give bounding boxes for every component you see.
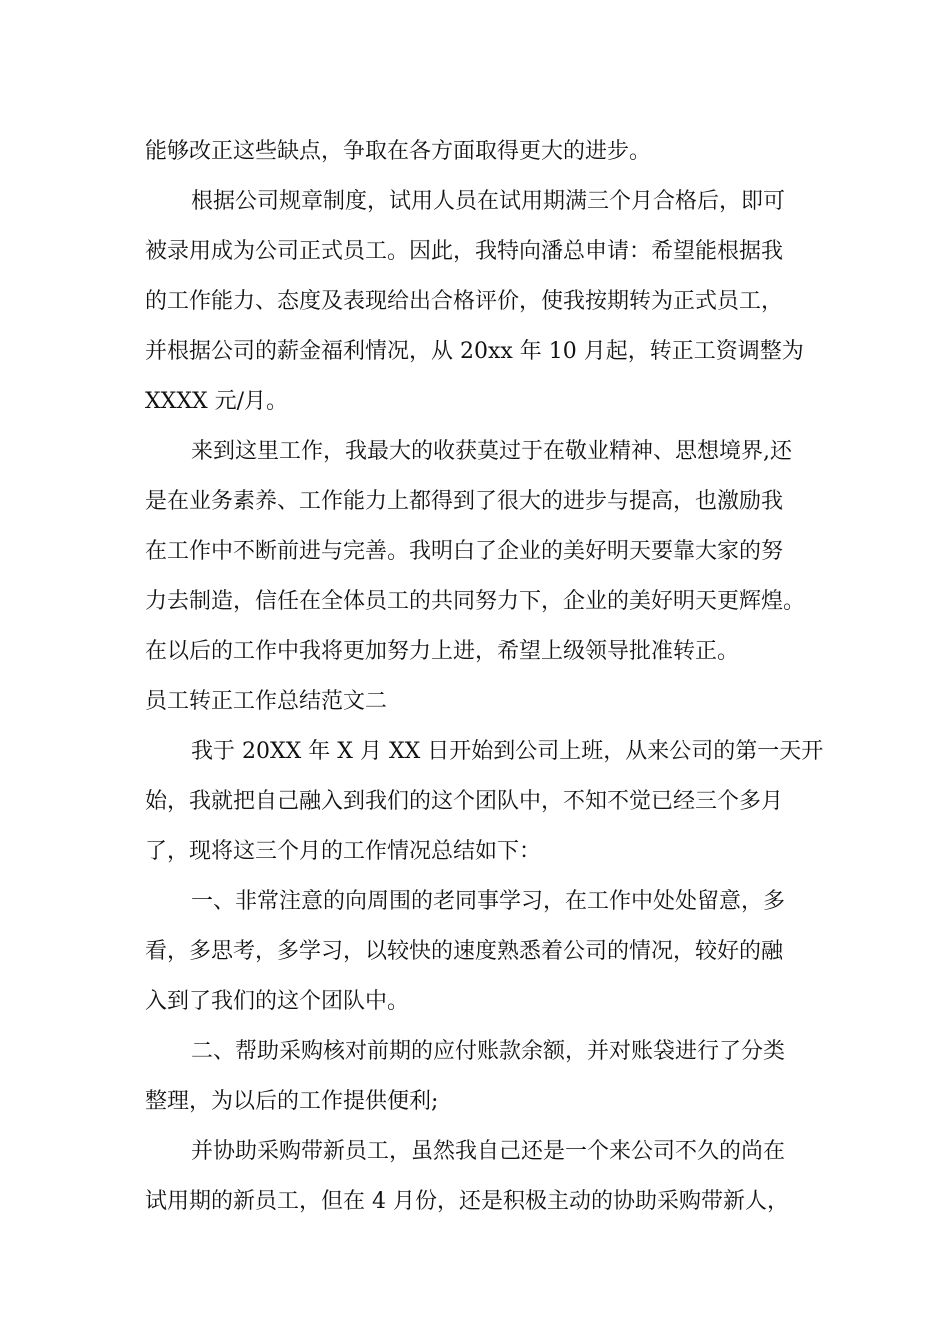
text-line: XXXX 元/月。 xyxy=(145,389,289,414)
text-line: 并根据公司的薪金福利情况，从 20xx 年 10 月起，转正工资调整为 xyxy=(145,339,804,364)
text-line: 能够改正这些缺点，争取在各方面取得更大的进步。 xyxy=(145,139,652,164)
text-line: 在以后的工作中我将更加努力上进，希望上级领导批准转正。 xyxy=(145,639,740,664)
paragraph-start-line: 来到这里工作，我最大的收获莫过于在敬业精神、思想境界,还 xyxy=(191,439,792,464)
text-line: 入到了我们的这个团队中。 xyxy=(145,989,410,1014)
document-body xyxy=(145,127,835,1227)
text-line: 是在业务素养、工作能力上都得到了很大的进步与提高，也激励我 xyxy=(145,489,784,514)
text-line: 看，多思考，多学习，以较快的速度熟悉着公司的情况，较好的融 xyxy=(145,939,784,964)
paragraph-start-line: 并协助采购带新员工，虽然我自己还是一个来公司不久的尚在 xyxy=(191,1139,786,1164)
text-line: 的工作能力、态度及表现给出合格评价，使我按期转为正式员工， xyxy=(145,289,784,314)
text-line: 被录用成为公司正式员工。因此，我特向潘总申请：希望能根据我 xyxy=(145,239,784,264)
text-line: 力去制造，信任在全体员工的共同努力下，企业的美好明天更辉煌。 xyxy=(145,589,806,614)
paragraph-start-line: 一、非常注意的向周围的老同事学习，在工作中处处留意，多 xyxy=(191,889,786,914)
text-line: 整理，为以后的工作提供便利; xyxy=(145,1089,439,1114)
paragraph-start-line: 根据公司规章制度，试用人员在试用期满三个月合格后，即可 xyxy=(191,189,786,214)
text-line: 了，现将这三个月的工作情况总结如下： xyxy=(145,839,542,864)
text-line: 始，我就把自己融入到我们的这个团队中，不知不觉已经三个多月 xyxy=(145,789,784,814)
text-line: 在工作中不断前进与完善。我明白了企业的美好明天要靠大家的努 xyxy=(145,539,784,564)
text-line: 试用期的新员工，但在 4 月份，还是积极主动的协助采购带新人， xyxy=(145,1189,789,1214)
paragraph-start-line: 我于 20XX 年 X 月 XX 日开始到公司上班，从来公司的第一天开 xyxy=(191,739,824,764)
paragraph-start-line: 二、帮助采购核对前期的应付账款余额，并对账袋进行了分类 xyxy=(191,1039,786,1064)
section-heading: 员工转正工作总结范文二 xyxy=(145,689,388,714)
